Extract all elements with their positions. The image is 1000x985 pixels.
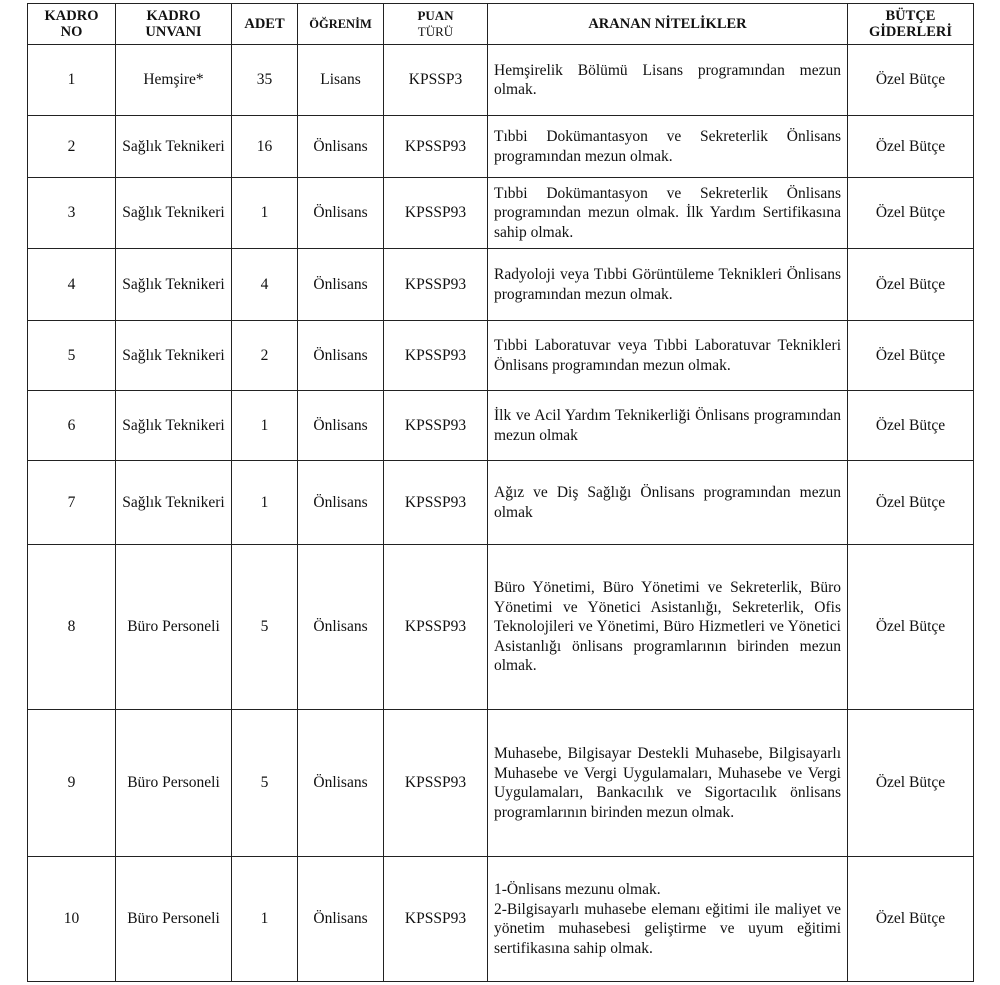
cell-no: 10 [28,857,116,982]
cell-count: 1 [232,857,298,982]
cell-no: 7 [28,461,116,545]
cell-budget: Özel Bütçe [848,391,974,461]
cell-requirements: İlk ve Acil Yardım Teknikerliği Önlisans programından mezun olmak [488,391,848,461]
table-row [28,857,974,982]
header-kadro-no: KADRO NO [28,4,116,45]
cell-education: Önlisans [298,710,384,857]
cell-count: 4 [232,249,298,321]
table-row [28,710,974,857]
cell-no: 3 [28,178,116,249]
cell-requirements [488,857,848,982]
header-butce-giderleri: BÜTÇE GİDERLERİ [848,4,974,45]
cell-score-type: KPSSP3 [384,45,488,116]
header-ogrenim: ÖĞRENİM [298,4,384,45]
header-aranan-nitelikler: ARANAN NİTELİKLER [488,4,848,45]
header-adet: ADET [232,4,298,45]
cell-requirements: Hemşirelik Bölümü Lisans programından mezun olmak. [488,45,848,116]
cell-no: 8 [28,545,116,710]
cell-count: 1 [232,178,298,249]
cell-count: 35 [232,45,298,116]
cell-education: Önlisans [298,116,384,178]
cell-education: Önlisans [298,249,384,321]
table-row [28,116,974,178]
table-row [28,321,974,391]
cell-score-type: KPSSP93 [384,710,488,857]
table-row [28,249,974,321]
cell-requirements: Ağız ve Diş Sağlığı Önlisans programından mezun olmak [488,461,848,545]
cell-budget: Özel Bütçe [848,178,974,249]
cell-budget: Özel Bütçe [848,857,974,982]
cell-education: Önlisans [298,321,384,391]
cell-title: Büro Personeli [116,710,232,857]
cell-requirements: Büro Yönetimi, Büro Yönetimi ve Sekreterlik, Büro Yönetimi ve Yönetici Asistanlığı, Sekreterlik, Ofis Teknolojileri ve Yönetimi, Büro Hizmetleri ve Yönetici Asistanlığı önlisans programlarının birinden mezun olmak. [488,545,848,710]
cell-budget: Özel Bütçe [848,545,974,710]
cell-budget: Özel Bütçe [848,321,974,391]
table-row [28,45,974,116]
cell-education: Önlisans [298,391,384,461]
cell-budget: Özel Bütçe [848,45,974,116]
cell-score-type: KPSSP93 [384,857,488,982]
table-row [28,391,974,461]
cell-requirements: Radyoloji veya Tıbbi Görüntüleme Teknikleri Önlisans programından mezun olmak. [488,249,848,321]
cell-title: Sağlık Teknikeri [116,391,232,461]
staff-table [27,3,974,982]
cell-title: Sağlık Teknikeri [116,249,232,321]
cell-count: 16 [232,116,298,178]
cell-no: 4 [28,249,116,321]
table-row [28,545,974,710]
header-row [28,4,974,45]
cell-title: Hemşire* [116,45,232,116]
cell-education: Önlisans [298,461,384,545]
cell-no: 1 [28,45,116,116]
cell-score-type: KPSSP93 [384,461,488,545]
cell-budget: Özel Bütçe [848,249,974,321]
cell-score-type: KPSSP93 [384,545,488,710]
cell-budget: Özel Bütçe [848,710,974,857]
header-kadro-unvani: KADRO UNVANI [116,4,232,45]
cell-score-type: KPSSP93 [384,178,488,249]
cell-no: 6 [28,391,116,461]
cell-count: 5 [232,710,298,857]
cell-score-type: KPSSP93 [384,249,488,321]
cell-no: 9 [28,710,116,857]
requirement-line-1: 1-Önlisans mezunu olmak. [494,881,661,898]
table-row [28,461,974,545]
cell-score-type: KPSSP93 [384,116,488,178]
cell-requirements: Muhasebe, Bilgisayar Destekli Muhasebe, Bilgisayarlı Muhasebe ve Vergi Uygulamaları, Muhasebe ve Vergi Uygulamaları, Bankacılık ve Sigortacılık önlisans programlarının birinden mezun olmak. [488,710,848,857]
table-row [28,178,974,249]
cell-title: Büro Personeli [116,857,232,982]
cell-title: Sağlık Teknikeri [116,461,232,545]
header-puan-turu: PUAN TÜRÜ [384,4,488,45]
cell-education: Önlisans [298,178,384,249]
cell-requirements: Tıbbi Laboratuvar veya Tıbbi Laboratuvar Teknikleri Önlisans programından mezun olmak. [488,321,848,391]
requirement-line-2: 2-Bilgisayarlı muhasebe elemanı eğitimi ile maliyet ve yönetim muhasebesi geliştirme ve uyum eğitimi sertifikasına sahip olmak. [494,900,841,957]
cell-title: Sağlık Teknikeri [116,321,232,391]
cell-requirements: Tıbbi Dokümantasyon ve Sekreterlik Önlisans programından mezun olmak. [488,116,848,178]
cell-count: 1 [232,391,298,461]
cell-score-type: KPSSP93 [384,321,488,391]
cell-count: 1 [232,461,298,545]
cell-budget: Özel Bütçe [848,116,974,178]
cell-score-type: KPSSP93 [384,391,488,461]
cell-count: 2 [232,321,298,391]
cell-no: 2 [28,116,116,178]
cell-title: Sağlık Teknikeri [116,116,232,178]
cell-education: Önlisans [298,545,384,710]
cell-no: 5 [28,321,116,391]
cell-title: Büro Personeli [116,545,232,710]
cell-budget: Özel Bütçe [848,461,974,545]
cell-count: 5 [232,545,298,710]
cell-title: Sağlık Teknikeri [116,178,232,249]
cell-education: Lisans [298,45,384,116]
cell-requirements: Tıbbi Dokümantasyon ve Sekreterlik Önlisans programından mezun olmak. İlk Yardım Sertifikasına sahip olmak. [488,178,848,249]
cell-education: Önlisans [298,857,384,982]
